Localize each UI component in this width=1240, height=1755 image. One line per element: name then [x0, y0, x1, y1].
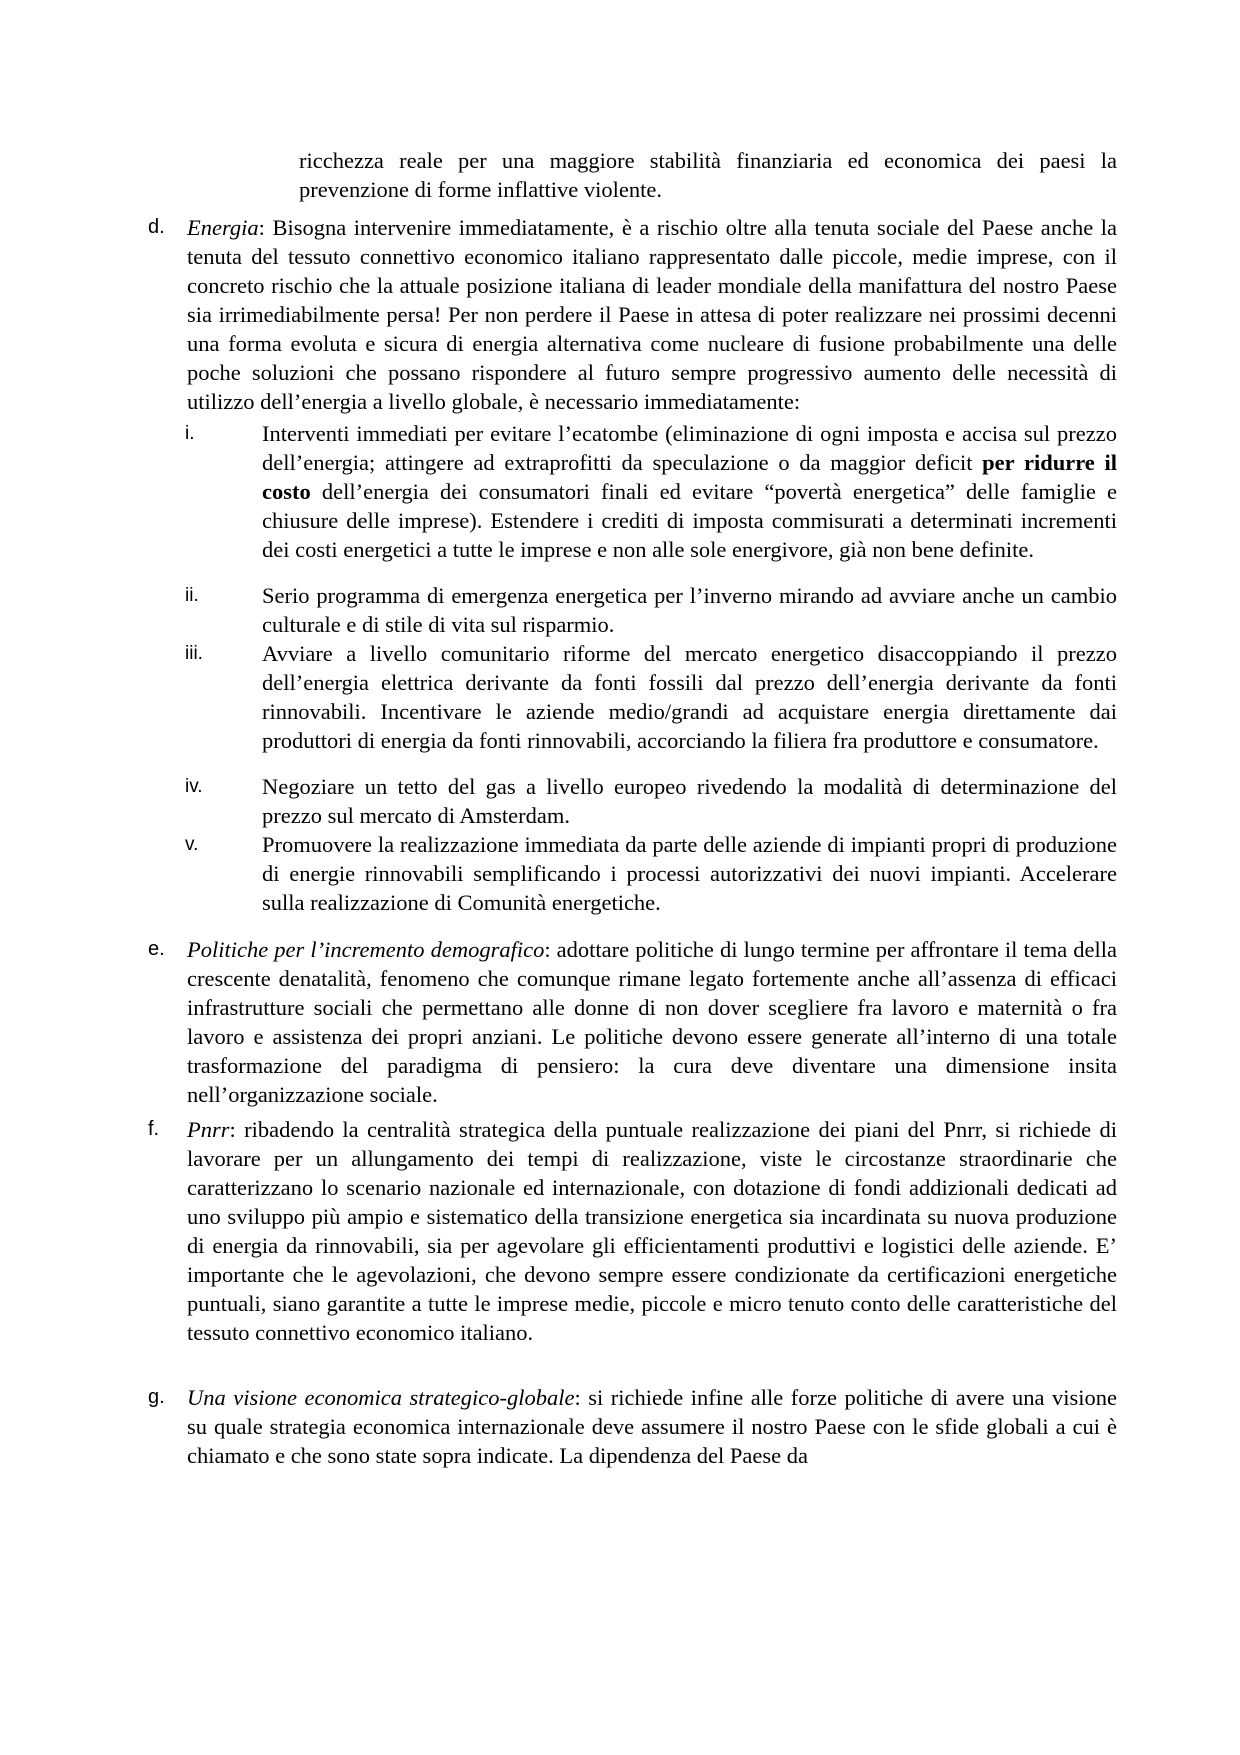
sub-item-body: Serio programma di emergenza energetica per l’inverno mirando ad avviare anche un cambio culturale e di stile di vita sul risparmio. — [262, 583, 1117, 637]
list-item-body — [187, 213, 1117, 416]
item-text: : ribadendo la centralità strategica della puntuale realizzazione dei piani del Pnrr, si richiede di lavorare per un allungamento dei tempi di realizzazione, viste le circostanze straordinarie che caratterizzano lo scenario nazionale ed internazionale, con dotazione di fondi addizionali dedicati ad uno sviluppo più ampio e sistematico della transizione energetica sia incardinata su nuova produzione di energia da rinnovabili, sia per agevolare gli efficientamenti produttivi e logistici delle aziende. E’ importante che le agevolazioni, che devono sempre essere condizionate da certificazioni energetiche puntuali, siano garantite a tutte le imprese medie, piccole e micro tenuto conto delle caratteristiche del tessuto connettivo economico italiano. — [187, 1117, 1117, 1345]
list-item-body — [187, 1115, 1117, 1347]
item-text: : Bisogna intervenire immediatamente, è a rischio oltre alla tenuta sociale del Paese anche la tenuta del tessuto connettivo economico italiano rappresentato dalle piccole, medie imprese, con il concreto rischio che la attuale posizione italiana di leader mondiale della manifattura del nostro Paese sia irrimediabilmente persa! Per non perdere il Paese in attesa di poter realizzare nei prossimi decenni una forma evoluta e sicura di energia alternativa come nucleare di fusione probabilmente una delle poche soluzioni che possano rispondere al futuro sempre progressivo aumento delle necessità di utilizzo dell’energia a livello globale, è necessario immediatamente: — [187, 215, 1117, 414]
sub-item-body: Avviare a livello comunitario riforme del mercato energetico disaccoppiando il prezzo dell’energia elettrica derivante da fonti fossili dal prezzo dell’energia derivante da fonti rinnovabili. Incentivare le aziende medio/grandi ad acquistare energia direttamente dai produttori di energia da fonti rinnovabili, accorciando la filiera fra produttore e consumatore. — [262, 641, 1117, 753]
sub-marker: iv. — [185, 776, 203, 797]
list-marker: e. — [148, 938, 165, 960]
sub-text-after: dell’energia dei consumatori finali ed evitare “povertà energetica” delle famiglie e chiusure delle imprese). Estendere i crediti di imposta commisurati a determinati incrementi dei costi energetici a tutte le imprese e non alle sole energivore, già non bene definite. — [262, 479, 1117, 562]
item-lead: Politiche per l’incremento demografico — [187, 937, 545, 962]
list-item-body — [187, 1383, 1117, 1470]
list-marker: g. — [148, 1386, 165, 1408]
sub-marker: iii. — [185, 643, 203, 664]
item-lead: Pnrr — [187, 1117, 230, 1142]
sub-item-body — [262, 419, 1117, 564]
sub-item-body: Negoziare un tetto del gas a livello europeo rivedendo la modalità di determinazione del prezzo sul mercato di Amsterdam. — [262, 774, 1117, 828]
bold-text: per ridurre il costo — [262, 450, 1117, 504]
item-text: : si richiede infine alle forze politiche di avere una visione su quale strategia economica internazionale deve assumere il nostro Paese con le sfide globali a cui è chiamato e che sono state sopra indicate. La dipendenza del Paese da — [187, 1385, 1117, 1468]
sub-text: Interventi immediati per evitare l’ecatombe (eliminazione di ogni imposta e accisa sul prezzo dell’energia; attingere ad extraprofitti da speculazione o da maggior deficit — [262, 421, 1117, 475]
sub-marker: i. — [185, 423, 195, 444]
sub-marker: v. — [185, 834, 199, 855]
item-lead: Una visione economica strategico-globale — [187, 1385, 575, 1410]
sub-item-body: Promuovere la realizzazione immediata da parte delle aziende di impianti propri di produzione di energie rinnovabili semplificando i processi autorizzativi dei nuovi impianti. Accelerare sulla realizzazione di Comunità energetiche. — [262, 832, 1117, 915]
list-item-body — [187, 935, 1117, 1109]
sub-marker: ii. — [185, 585, 199, 606]
item-text: : adottare politiche di lungo termine per affrontare il tema della crescente denatalità, fenomeno che comunque rimane legato fortemente anche all’assenza di efficaci infrastrutture sociali che permettano alle donne di non dover scegliere fra lavoro e maternità o fra lavoro e assistenza dei propri anziani. Le politiche devono essere generate all’interno di una totale trasformazione del paradigma di pensiero: la cura deve diventare una dimensione insita nell’organizzazione sociale. — [187, 937, 1117, 1107]
item-lead: Energia — [187, 215, 259, 240]
list-marker: d. — [148, 216, 165, 238]
list-marker: f. — [148, 1118, 160, 1140]
continuation-paragraph: ricchezza reale per una maggiore stabilità finanziaria ed economica dei paesi la prevenzione di forme inflattive violente. — [299, 148, 1117, 202]
